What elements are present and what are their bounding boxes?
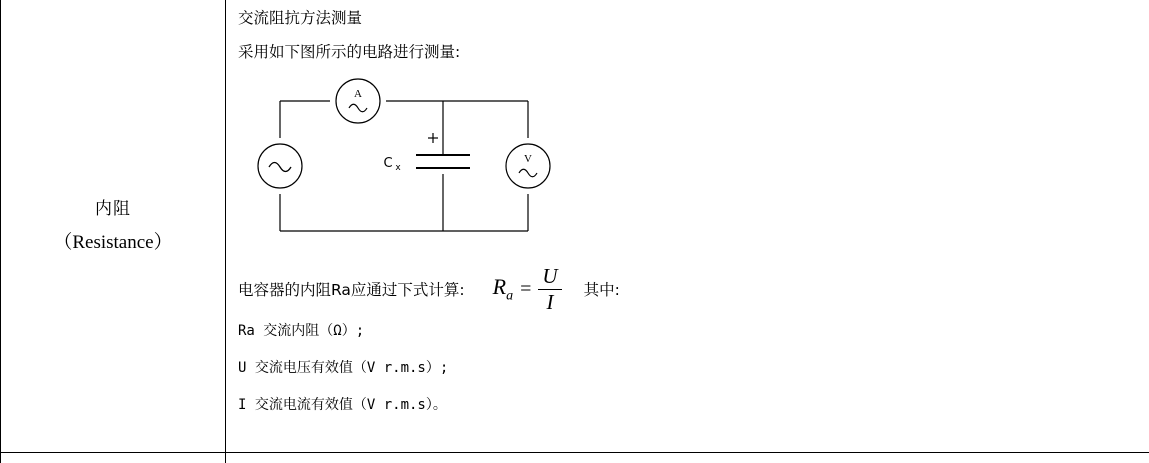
table-border-bottom [0, 452, 1149, 453]
svg-text:V: V [524, 153, 532, 165]
definition-list [238, 321, 1148, 415]
definition-item-ra: Ra 交流内阻（Ω）; [238, 323, 365, 339]
resistance-formula [492, 263, 562, 314]
formula-lead-text: 电容器的内阻Ra应通过下式计算: [238, 281, 465, 299]
formula-numerator: U [542, 263, 558, 288]
definition-item-i: I 交流电流有效值（V r.m.s）。 [238, 397, 447, 413]
formula-fraction [538, 263, 561, 314]
row-content-cell [226, 0, 1148, 452]
formula-tail-text: 其中: [583, 281, 620, 299]
content-intro: 采用如下图所示的电路进行测量: [238, 43, 461, 61]
definition-item-u: U 交流电压有效值（V r.m.s）; [238, 360, 449, 376]
row-label-english: （Resistance） [53, 232, 173, 253]
formula-denominator: I [546, 289, 554, 314]
svg-text:C: C [383, 156, 393, 171]
formula-lhs: $R_a$ [492, 273, 514, 304]
formula-line [238, 263, 1148, 314]
content-heading: 交流阻抗方法测量 [238, 9, 363, 27]
row-label-chinese: 内阻 [95, 199, 131, 219]
svg-text:x: x [395, 163, 401, 173]
svg-text:A: A [354, 88, 362, 100]
formula-equals: = [520, 277, 532, 300]
row-label-cell [1, 0, 225, 452]
circuit-diagram [238, 76, 658, 261]
